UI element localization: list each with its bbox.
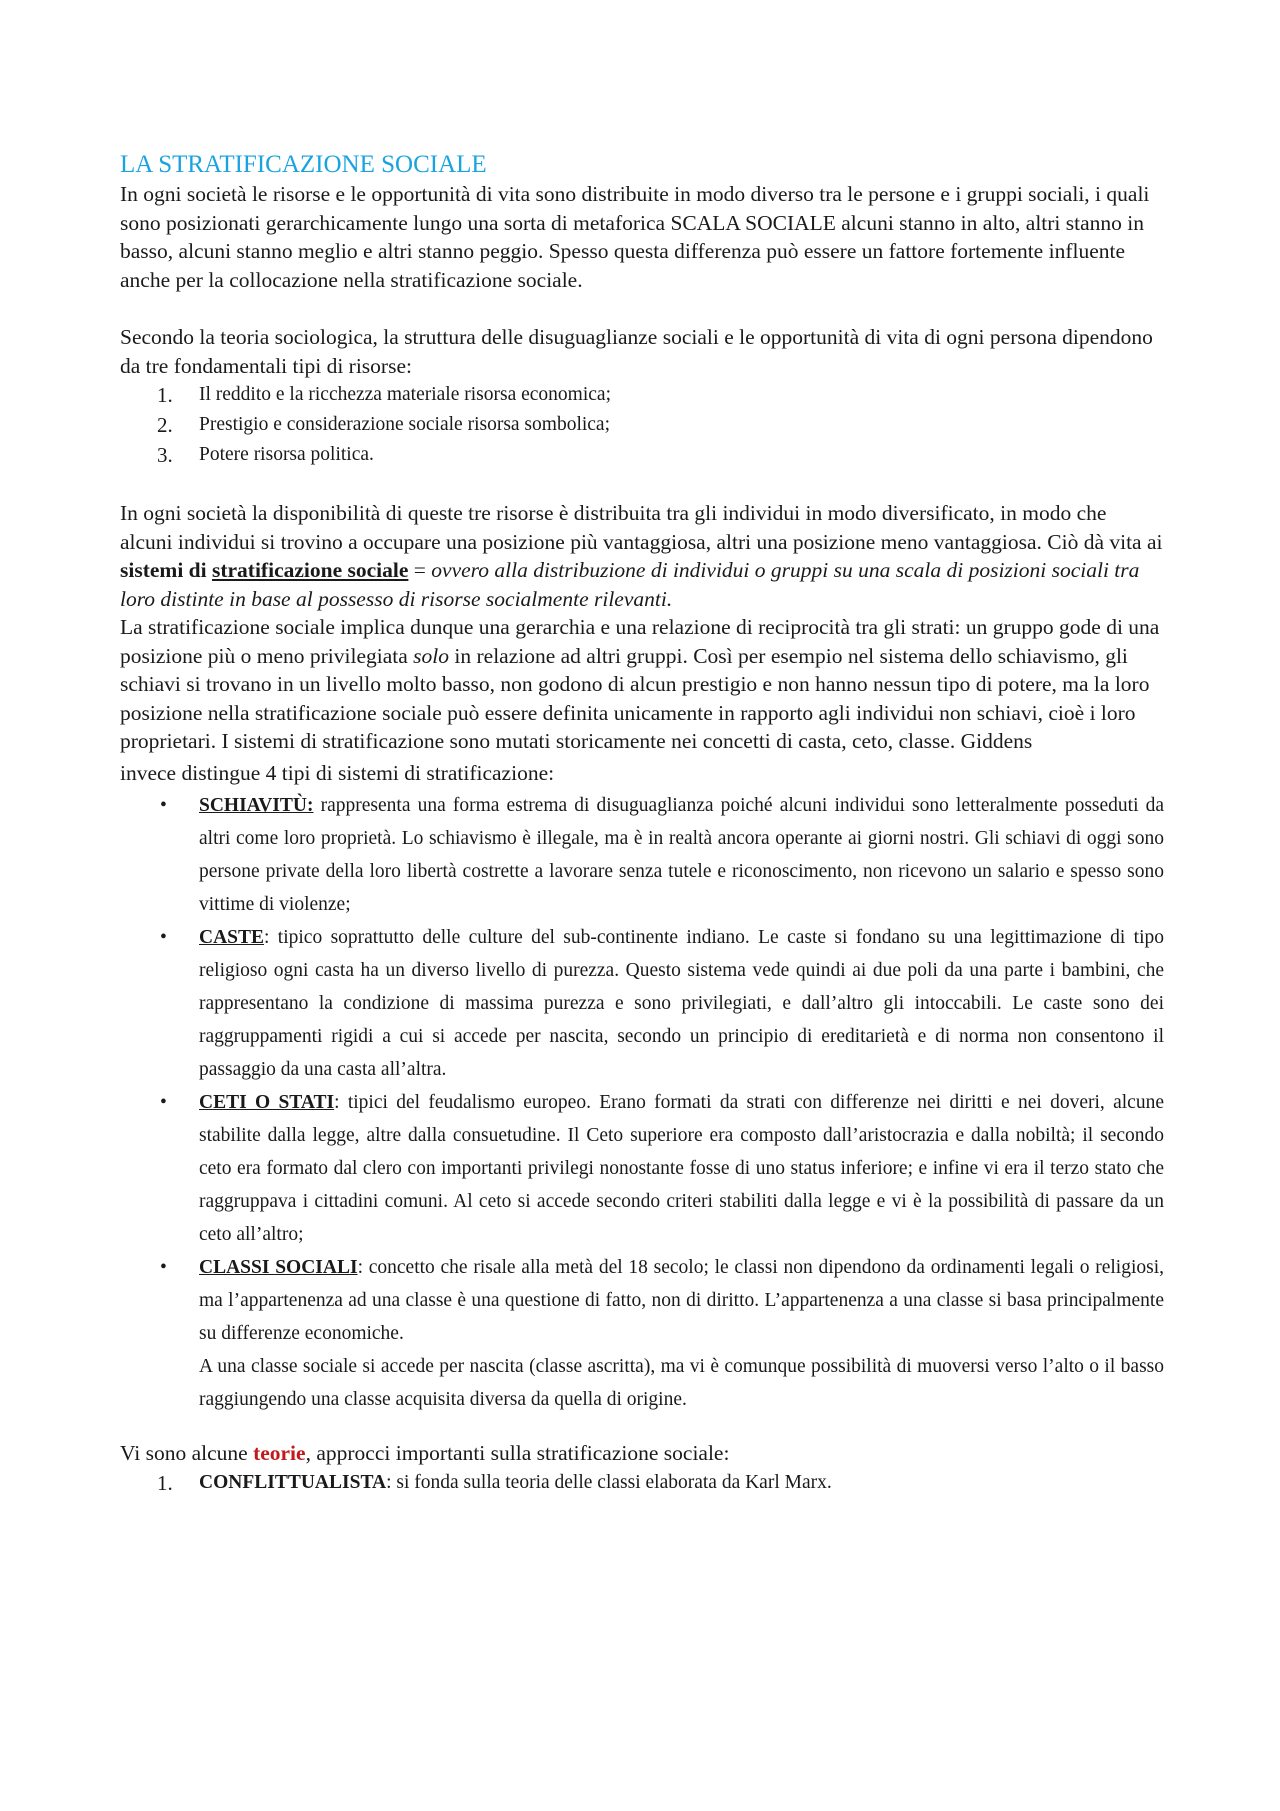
bullet-icon: • bbox=[160, 1257, 167, 1278]
list-number: 2. bbox=[157, 413, 173, 437]
list-item-text: Potere risorsa politica. bbox=[199, 444, 374, 465]
text-run: La stratificazione sociale implica dunque una gerarchia e una relazione di reciprocità tra gli strati: un gruppo gode di una posizione più o meno privilegiata bbox=[120, 615, 1160, 668]
list-number: 1. bbox=[157, 383, 173, 407]
systems-list bbox=[120, 789, 1164, 1416]
page-title: LA STRATIFICAZIONE SOCIALE bbox=[120, 151, 487, 178]
distribution-paragraph bbox=[120, 499, 1164, 613]
intro-paragraph: In ogni società le risorse e le opportunità di vita sono distribuite in modo diverso tra le persone e i gruppi sociali, i quali sono posizionati gerarchicamente lungo una sorta di metaforica SCALA SOCIALE alcuni stanno in alto, altri stanno in basso, alcuni stanno meglio e altri stanno peggio. Spesso questa differenza può essere un fattore fortemente influente anche per la collocazione nella stratificazione sociale. bbox=[120, 182, 1150, 292]
paragraph-spacer bbox=[120, 294, 1164, 323]
list-item-text: rappresenta una forma estrema di disuguaglianza poiché alcuni individui sono letteralmente posseduti da altri come loro proprietà. Lo schiavismo è illegale, ma è in realtà ancora operante ai giorni nostri. Gli schiavi di oggi sono persone private della loro libertà costrette a lavorare senza tutele e riconoscimento, non ricevono un salario e spesso sono vittime di violenze; bbox=[199, 795, 1164, 915]
bullet-icon: • bbox=[160, 1092, 167, 1113]
theories-list bbox=[120, 1468, 1164, 1498]
text-run: , approcci importanti sulla stratificazione sociale: bbox=[305, 1441, 730, 1465]
list-item bbox=[120, 789, 1164, 921]
list-item bbox=[120, 410, 1164, 440]
text-run: = bbox=[408, 558, 432, 582]
key-term: stratificazione sociale bbox=[211, 558, 409, 582]
giddens-paragraph: invece distingue 4 tipi di sistemi di stratificazione: bbox=[120, 760, 555, 785]
bullet-icon: • bbox=[160, 927, 167, 948]
list-number: 1. bbox=[157, 1470, 173, 1495]
paragraph-spacer bbox=[120, 470, 1164, 499]
list-item-continuation: A una classe sociale si accede per nascita (classe ascritta), ma vi è comunque possibilità di muoversi verso l’alto o il basso raggiungendo una classe acquisita diversa da quella di origine. bbox=[199, 1356, 1164, 1410]
definition-text: ovvero alla distribuzione di individui o gruppi su una scala di posizioni sociali tra loro distinte in base al possesso di risorse socialmente rilevanti. bbox=[120, 558, 1140, 611]
list-number: 3. bbox=[157, 443, 173, 467]
emphasis-text: solo bbox=[413, 643, 450, 668]
list-item bbox=[120, 440, 1164, 470]
resources-intro-paragraph: Secondo la teoria sociologica, la struttura delle disuguaglianze sociali e le opportunità di vita di ogni persona dipendono da tre fondamentali tipi di risorse: bbox=[120, 325, 1153, 378]
key-term: CLASSI SOCIALI bbox=[199, 1257, 358, 1278]
text-run: In ogni società la disponibilità di queste tre risorse è distribuita tra gli individui in modo diversificato, in modo che alcuni individui si trovino a occupare una posizione più vantaggiosa, altri una posizione meno vantaggiosa. Ciò dà vita ai bbox=[120, 501, 1163, 554]
list-item bbox=[120, 921, 1164, 1086]
bullet-icon: • bbox=[160, 795, 167, 816]
resources-list bbox=[120, 380, 1164, 470]
key-term: CASTE bbox=[199, 927, 265, 948]
key-term: SCHIAVITÙ: bbox=[199, 795, 314, 816]
list-item-text: Prestigio e considerazione sociale risorsa sombolica; bbox=[199, 414, 611, 435]
list-item bbox=[120, 1086, 1164, 1251]
list-item-text: : tipico soprattutto delle culture del sub-continente indiano. Le caste si fondano su una legittimazione di tipo religioso ogni casta ha un diverso livello di purezza. Questo sistema vede quindi ai due poli da una parte i bambini, che rappresentano la condizione di massima purezza e sono privilegiati, e dall’altro gli intoccabili. Le caste sono dei raggruppamenti rigidi a cui si accede per nascita, secondo un principio di ereditarietà e di norma non consentono il passaggio da una casta all’altra. bbox=[199, 927, 1164, 1080]
highlighted-term: teorie bbox=[253, 1441, 306, 1465]
list-item-text: : tipici del feudalismo europeo. Erano formati da strati con differenze nei diritti e nei doveri, alcune stabilite dalla legge, altre dalla consuetudine. Il Ceto superiore era composto dall’aristocrazia e dalla nobiltà; il secondo ceto era formato dal clero con importanti privilegi nonostante fosse di uno status inferiore; e infine vi era il terzo stato che raggruppava i cittadini comuni. Al ceto si accede secondo criteri stabiliti dalla legge e vi è la possibilità di passare da un ceto all’altro; bbox=[199, 1092, 1164, 1245]
text-run: in relazione ad altri gruppi. Così per esempio nel sistema dello schiavismo, gli schiavi si trovano in un livello molto basso, non godono di alcun prestigio e non hanno nessun tipo di potere, ma la loro posizione nella stratificazione sociale può essere definita unicamente in rapporto agli individui non schiavi, cioè i loro proprietari. I sistemi di stratificazione sono mutati storicamente nei concetti di casta, ceto, classe. Giddens bbox=[120, 643, 1150, 753]
theories-intro-paragraph bbox=[120, 1439, 1164, 1468]
list-item-text: : concetto che risale alla metà del 18 secolo; le classi non dipendono da ordinamenti legali o religiosi, ma l’appartenenza ad una classe è una questione di fatto, non di diritto. L’appartenenza a una classe si basa principalmente su differenze economiche. bbox=[199, 1257, 1164, 1344]
bold-text: sistemi di bbox=[120, 558, 212, 582]
list-item bbox=[120, 1251, 1164, 1416]
list-item bbox=[120, 1468, 1164, 1498]
paragraph-spacer bbox=[120, 1416, 1164, 1439]
list-item-text: Il reddito e la ricchezza materiale risorsa economica; bbox=[199, 384, 611, 405]
list-item-text: : si fonda sulla teoria delle classi elaborata da Karl Marx. bbox=[386, 1471, 832, 1493]
document-page bbox=[120, 150, 1164, 1498]
hierarchy-paragraph bbox=[120, 613, 1164, 756]
text-run: Vi sono alcune bbox=[120, 1441, 254, 1465]
key-term: CETI O STATI bbox=[199, 1092, 335, 1113]
list-item bbox=[120, 380, 1164, 410]
key-term: CONFLITTUALISTA bbox=[199, 1471, 387, 1493]
